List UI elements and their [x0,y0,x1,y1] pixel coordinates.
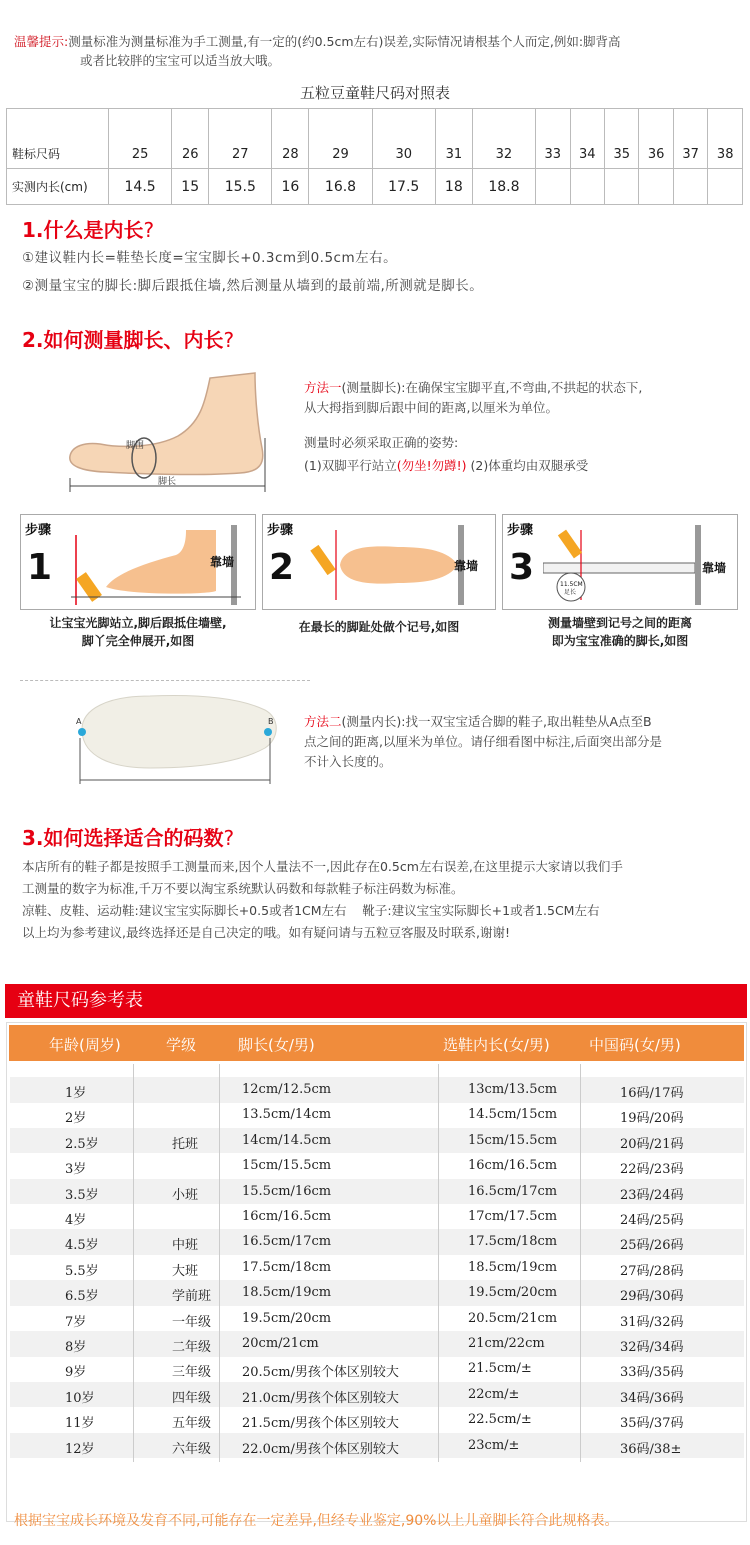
step1-foot [106,530,216,594]
ref-table-row [10,1102,744,1128]
ref-table-row [10,1153,744,1179]
ref-table-cell: 16cm/16.5cm [242,1209,332,1224]
ref-col-divider [219,1064,220,1462]
step3-caption [502,614,738,650]
size-cell: 37 [673,109,707,169]
section1-line2: ②测量宝宝的脚长:脚后跟抵住墙,然后测量从墙到的最前端,所测就是脚长。 [22,278,484,294]
ref-table-cell: 17cm/17.5cm [468,1209,558,1224]
ref-table-cell: 22.5cm/± [468,1412,532,1428]
step3-panel [502,514,738,610]
method2-line1: (测量内长):找一双宝宝适合脚的鞋子,取出鞋垫从A点至B [341,714,652,729]
ref-table-cell: 19.5cm/20cm [242,1310,332,1326]
ref-table-cell: 五年级 [172,1416,212,1432]
step3-pencil [558,530,582,559]
ref-table-cell: 13cm/13.5cm [468,1082,558,1097]
ref-table-cell: 25码/26码 [620,1238,684,1254]
posture-line [304,456,588,476]
step1-panel [20,514,256,610]
ref-table-cell: 14cm/14.5cm [242,1132,332,1148]
size-cell: 34 [570,109,604,169]
ref-table-cell: 20cm/21cm [242,1336,319,1351]
size-cell: 38 [708,109,743,169]
step2-foot [340,546,458,583]
ref-table-cell: 3岁 [65,1162,87,1178]
section3-line4: 以上均为参考建议,最终选择还是自己决定的哦。如有疑问请与五粒豆客服及时联系,谢谢! [22,925,510,940]
ref-table-cell: 小班 [172,1187,199,1203]
ref-table-cell: 35码/37码 [620,1416,684,1432]
foot-illustration [60,368,280,493]
ref-table-cell: 4岁 [65,1213,87,1228]
step3-ruler-label2: 足长 [564,589,577,596]
length-cell: 16 [272,169,309,205]
size-table [6,108,743,205]
ref-table-row [10,1331,744,1357]
section2-title-text: 2.如何测量脚长、内长 [22,328,224,352]
ref-table-banner: 童鞋尺码参考表 [5,984,747,1018]
ref-table-cell: 18.5cm/19cm [468,1259,558,1275]
insole-label-b: B [268,717,274,726]
length-cell [536,169,570,205]
method2-label: 方法二 [304,714,342,729]
section3-title [22,822,234,851]
method1-text [304,378,744,418]
step3-caption-2: 即为宝宝准确的脚长,如图 [551,634,689,648]
step1-wall-label: 靠墙 [210,555,235,569]
ref-table-cell: 21.5cm/± [468,1361,532,1377]
ref-table-cell: 16码/17码 [620,1086,684,1101]
step1-caption [20,614,256,650]
ref-table-cell: 21cm/22cm [468,1336,545,1351]
ref-table-cell: 托班 [172,1136,199,1152]
ref-header-grade: 学级 [166,1036,197,1054]
ref-table-row [10,1382,744,1408]
step3-ruler-label: 11.5CM [560,581,583,588]
method2-line3: 不计入长度的。 [304,754,392,769]
posture-b: (2)体重均由双腿承受 [470,458,589,473]
ref-table-cell: 15.5cm/16cm [242,1183,332,1199]
section2-title [22,324,234,353]
ref-header-cnsize: 中国码(女/男) [589,1036,681,1054]
length-cell [708,169,743,205]
step2-word: 步骤 [267,523,294,538]
ref-table-cell: 15cm/15.5cm [242,1158,332,1174]
section1-title [22,214,154,243]
step2-wall-label: 靠墙 [454,559,479,573]
method2-text [304,712,744,772]
ref-table-footnote: 根据宝宝成长环境及发育不同,可能存在一定差异,但经专业鉴定,90%以上儿童脚长符合此规格表。 [14,1513,619,1529]
ref-table-cell: 22cm/± [468,1386,520,1402]
size-cell: 29 [309,109,372,169]
ref-table-cell: 6.5岁 [65,1289,99,1305]
ref-table-cell: 7岁 [65,1314,87,1330]
step2-caption: 在最长的脚趾处做个记号,如图 [298,620,460,634]
ref-table-cell: 5.5岁 [65,1263,99,1279]
ref-header-foot: 脚长(女/男) [238,1036,315,1054]
ref-header-insole: 选鞋内长(女/男) [443,1036,550,1054]
step1-number: 1 [27,547,53,588]
size-row-label: 鞋标尺码 [7,109,109,169]
step2-panel [262,514,496,610]
ref-table-cell: 4.5岁 [65,1238,99,1254]
ref-table-cell: 3.5岁 [65,1187,99,1203]
posture-a: (1)双脚平行站立 [304,458,397,473]
ref-table-cell: 16cm/16.5cm [468,1158,558,1174]
size-cell: 32 [472,109,535,169]
ref-table-cell: 19.5cm/20cm [468,1285,558,1301]
ref-table-row [10,1128,744,1154]
ref-table-cell: 22.0cm/男孩个体区别较大 [242,1441,399,1457]
size-cell: 27 [209,109,272,169]
insole-illustration [70,688,285,788]
ref-table-row [10,1179,744,1205]
ref-table-cell: 11岁 [65,1416,95,1432]
ref-table-row [10,1306,744,1332]
length-cell: 18.8 [472,169,535,205]
length-cell: 17.5 [372,169,435,205]
length-cell: 15.5 [209,169,272,205]
ref-table-cell: 大班 [172,1263,199,1279]
ref-table-cell: 学前班 [172,1289,212,1305]
length-cell [604,169,638,205]
size-row [7,109,743,169]
ref-table-cell: 13.5cm/14cm [242,1107,332,1123]
size-table-title: 五粒豆童鞋尺码对照表 [299,84,450,102]
ref-table-cell: 18.5cm/19cm [242,1285,332,1301]
notice-text [14,32,739,70]
ref-table-cell: 17.5cm/18cm [242,1259,332,1275]
size-cell: 33 [536,109,570,169]
step3-caption-1: 测量墙壁到记号之间的距离 [547,616,692,630]
ref-table-cell: 31码/32码 [620,1314,684,1330]
ref-table-cell: 2岁 [65,1111,87,1127]
section1-title-text: 1.什么是内长 [22,218,144,242]
step3-wall-label: 靠墙 [702,561,727,575]
ref-table-cell: 24码/25码 [620,1213,684,1228]
method1-line1: (测量脚长):在确保宝宝脚平直,不弯曲,不拱起的状态下, [341,380,643,395]
length-cell [673,169,707,205]
ref-table-cell: 2.5岁 [65,1136,99,1152]
ref-table-cell: 一年级 [172,1314,212,1330]
method2-line2: 点之间的距离,以厘米为单位。请仔细看图中标注,后面突出部分是 [304,734,662,749]
size-cell: 28 [272,109,309,169]
ref-table-row [10,1407,744,1433]
size-cell: 25 [109,109,172,169]
ref-table-cell: 四年级 [172,1390,212,1406]
length-cell [570,169,604,205]
notice-line1: 测量标准为测量标准为手工测量,有一定的(约0.5cm左右)误差,实际情况请根基个人而定,例如:脚背高 [68,34,621,49]
ref-table-cell: 29码/30码 [620,1289,684,1305]
ref-table-cell: 1岁 [65,1086,87,1101]
foot-label-length: 脚长 [158,477,177,487]
section3-title-text: 3.如何选择适合的码数 [22,826,224,850]
ref-table-cell: 中班 [172,1238,199,1254]
step2-pencil [310,545,335,575]
step3-ruler [543,563,695,573]
insole-point-a [78,728,86,736]
length-cell: 15 [172,169,209,205]
section1-q: ? [143,218,155,242]
posture-title: 测量时必须采取正确的姿势: [304,435,459,450]
length-cell: 18 [435,169,472,205]
step3-wall [695,525,701,605]
size-cell: 30 [372,109,435,169]
ref-table-row [10,1229,744,1255]
ref-table-cell: 10岁 [65,1390,95,1406]
ref-table-row [10,1433,744,1459]
step1-word: 步骤 [25,523,52,538]
size-cell: 36 [639,109,673,169]
ref-table-row [10,1356,744,1382]
notice-line2: 或者比较胖的宝宝可以适当放大哦。 [80,53,281,68]
step1-caption-2: 脚丫完全伸展开,如图 [81,634,195,648]
ref-table-cell: 20.5cm/21cm [468,1310,558,1326]
ref-table-row [10,1204,744,1230]
step3-number: 3 [509,547,535,588]
ref-table-cell: 16.5cm/17cm [468,1183,558,1199]
notice-label: 温馨提示: [14,34,69,49]
section1-line1: ①建议鞋内长=鞋垫长度=宝宝脚长+0.3cm到0.5cm左右。 [22,250,398,266]
ref-table-cell: 三年级 [172,1365,212,1381]
ref-table-cell: 15cm/15.5cm [468,1132,558,1148]
insole-label-a: A [76,717,82,726]
ref-table-cell: 23cm/± [468,1437,520,1453]
ref-table-cell: 8岁 [65,1340,87,1355]
length-cell [639,169,673,205]
section2-q: ? [223,328,235,352]
method1-line2: 从大拇指到脚后跟中间的距离,以厘米为单位。 [304,400,558,415]
ref-table-cell: 21.0cm/男孩个体区别较大 [242,1390,399,1406]
length-cell: 14.5 [109,169,172,205]
ref-table-cell: 22码/23码 [620,1162,684,1178]
ref-table-cell: 12cm/12.5cm [242,1082,332,1097]
step1-caption-1: 让宝宝光脚站立,脚后跟抵住墙壁, [49,616,227,630]
posture-warning: (勿坐!勿蹲!) [396,458,467,473]
ref-table-cell: 六年级 [172,1441,212,1457]
size-cell: 26 [172,109,209,169]
ref-table-cell: 16.5cm/17cm [242,1234,332,1250]
ref-table-cell: 19码/20码 [620,1111,684,1127]
ref-table-cell: 23码/24码 [620,1187,684,1203]
method1-label: 方法一 [304,380,342,395]
ref-table-cell: 20.5cm/男孩个体区别较大 [242,1365,399,1381]
ref-col-divider [438,1064,439,1462]
length-row [7,169,743,205]
ref-table-row [10,1255,744,1281]
ref-table-cell: 32码/34码 [620,1340,684,1355]
ref-header-age: 年龄(周岁) [49,1036,121,1054]
section3-red-line: 凉鞋、皮鞋、运动鞋:建议宝宝实际脚长+0.5或者1CM左右 靴子:建议宝宝实际脚长+1或者1.5CM左右 [22,903,600,918]
step3-word: 步骤 [507,523,534,538]
insole-shape [82,696,276,768]
ref-table-cell: 33码/35码 [620,1365,684,1381]
ref-table-cell: 36码/38± [620,1441,682,1457]
ref-table-cell: 二年级 [172,1340,212,1355]
size-cell: 35 [604,109,638,169]
section3-line1: 本店所有的鞋子都是按照手工测量而来,因个人量法不一,因此存在0.5cm左右误差,在这里提示大家请以我们手 [22,859,623,874]
ref-table-row [10,1077,744,1103]
ref-table-cell: 14.5cm/15cm [468,1107,558,1123]
ref-col-divider [580,1064,581,1462]
insole-point-b [264,728,272,736]
divider-dashed [20,680,310,681]
foot-shape [70,373,263,475]
length-cell: 16.8 [309,169,372,205]
ref-col-divider [133,1064,134,1462]
ref-table-cell: 21.5cm/男孩个体区别较大 [242,1416,399,1432]
ref-table-header [9,1025,744,1061]
ref-table-cell: 20码/21码 [620,1136,684,1152]
ref-table-cell: 34码/36码 [620,1390,684,1406]
ref-table-row [10,1280,744,1306]
ref-table-cell: 9岁 [65,1365,87,1381]
step2-number: 2 [269,547,295,588]
section3-q: ? [223,826,235,850]
section3-line2: 工测量的数字为标准,千万不要以淘宝系统默认码数和每款鞋子标注码数为标准。 [22,881,464,896]
ref-table-cell: 17.5cm/18cm [468,1234,558,1250]
size-cell: 31 [435,109,472,169]
foot-label-girth: 脚围 [126,441,145,451]
ref-table-cell: 12岁 [65,1441,95,1457]
length-row-label: 实测内长(cm) [7,169,109,205]
ref-table-cell: 27码/28码 [620,1263,684,1279]
